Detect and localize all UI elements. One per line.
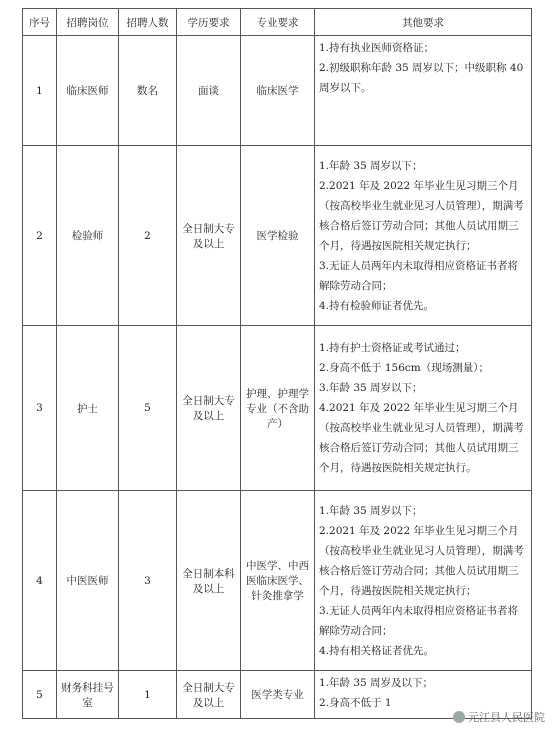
requirement-line: 3.年龄 35 周岁以下； — [319, 382, 423, 394]
row-count: 3 — [119, 491, 177, 671]
requirement-line: 3.无证人员两年内未取得相应资格证书者将解除劳动合同； — [319, 259, 519, 292]
requirement-line: 2.身高不低于 156cm（现场测量）； — [319, 362, 489, 374]
row-major: 临床医学 — [241, 36, 315, 146]
recruitment-table — [22, 8, 532, 719]
row-count: 1 — [119, 671, 177, 719]
row-no: 5 — [23, 671, 57, 719]
header-major: 专业要求 — [241, 9, 315, 36]
row-requirements — [315, 146, 532, 326]
requirement-line: 1.年龄 35 周岁以下； — [319, 159, 423, 172]
requirement-line: 3.无证人员两年内未取得相应资格证书者将解除劳动合同； — [319, 604, 519, 637]
row-education: 全日制大专及以上 — [177, 326, 241, 491]
row-major: 医学检验 — [241, 146, 315, 326]
requirement-line: 1.持有护士资格证或考试通过； — [319, 342, 466, 354]
row-requirements — [315, 36, 532, 146]
row-position: 财务科挂号室 — [57, 671, 119, 719]
table-row — [23, 491, 532, 671]
row-major: 医学类专业 — [241, 671, 315, 719]
row-education: 全日制大专及以上 — [177, 671, 241, 719]
row-education: 全日制本科及以上 — [177, 491, 241, 671]
requirement-line: 4.持有相关格证者优先。 — [319, 644, 435, 657]
header-no: 序号 — [23, 9, 57, 36]
requirement-line: 1.持有执业医师资格证； — [319, 42, 435, 54]
requirement-line: 2.2021 年及 2022 年毕业生见习期三个月（按高校毕业生就业见习人员管理），期满考核合格后签订劳动合同；其他人员试用期三个月，待遇按医院相关规定执行； — [319, 179, 524, 252]
table-row — [23, 36, 532, 146]
row-count: 5 — [119, 326, 177, 491]
row-count: 2 — [119, 146, 177, 326]
row-position: 检验师 — [57, 146, 119, 326]
header-other-requirements: 其他要求 — [315, 9, 532, 36]
table-row — [23, 146, 532, 326]
header-row — [23, 9, 532, 36]
watermark-text: 元江县人民医院 — [468, 711, 545, 724]
requirement-line: 4.持有检验师证者优先。 — [319, 299, 435, 312]
header-position: 招聘岗位 — [57, 9, 119, 36]
requirement-line: 4.2021 年及 2022 年毕业生见习期三个月（按高校毕业生就业见习人员管理），期满考核合格后签订劳动合同；其他人员试用期三个月，待遇按医院相关规定执行。 — [319, 402, 524, 474]
row-education: 面谈 — [177, 36, 241, 146]
header-count: 招聘人数 — [119, 9, 177, 36]
row-position: 护士 — [57, 326, 119, 491]
requirement-line: 2.2021 年及 2022 年毕业生见习期三个月（按高校毕业生就业见习人员管理），期满考核合格后签订劳动合同；其他人员试用期三个月，待遇按医院相关规定执行； — [319, 524, 524, 597]
row-no: 1 — [23, 36, 57, 146]
requirement-line: 2.初级职称年龄 35 周岁以下；中级职称 40 周岁以下。 — [319, 62, 524, 94]
row-position: 临床医师 — [57, 36, 119, 146]
row-requirements — [315, 491, 532, 671]
row-count: 数名 — [119, 36, 177, 146]
row-no: 2 — [23, 146, 57, 326]
row-requirements — [315, 326, 532, 491]
row-major: 中医学、中西医临床医学、针灸推拿学 — [241, 491, 315, 671]
watermark — [453, 709, 545, 725]
row-education: 全日制大专及以上 — [177, 146, 241, 326]
row-position: 中医医师 — [57, 491, 119, 671]
wechat-logo-icon — [453, 711, 465, 723]
row-no: 4 — [23, 491, 57, 671]
row-no: 3 — [23, 326, 57, 491]
requirement-line: 1.年龄 35 周岁以下； — [319, 504, 423, 517]
requirement-line: 1.年龄 35 周岁及以下； — [319, 677, 434, 689]
table-row — [23, 326, 532, 491]
requirement-line: 2.身高不低于 1 — [319, 697, 392, 709]
header-education: 学历要求 — [177, 9, 241, 36]
row-major: 护理、护理学专业（不含助产） — [241, 326, 315, 491]
